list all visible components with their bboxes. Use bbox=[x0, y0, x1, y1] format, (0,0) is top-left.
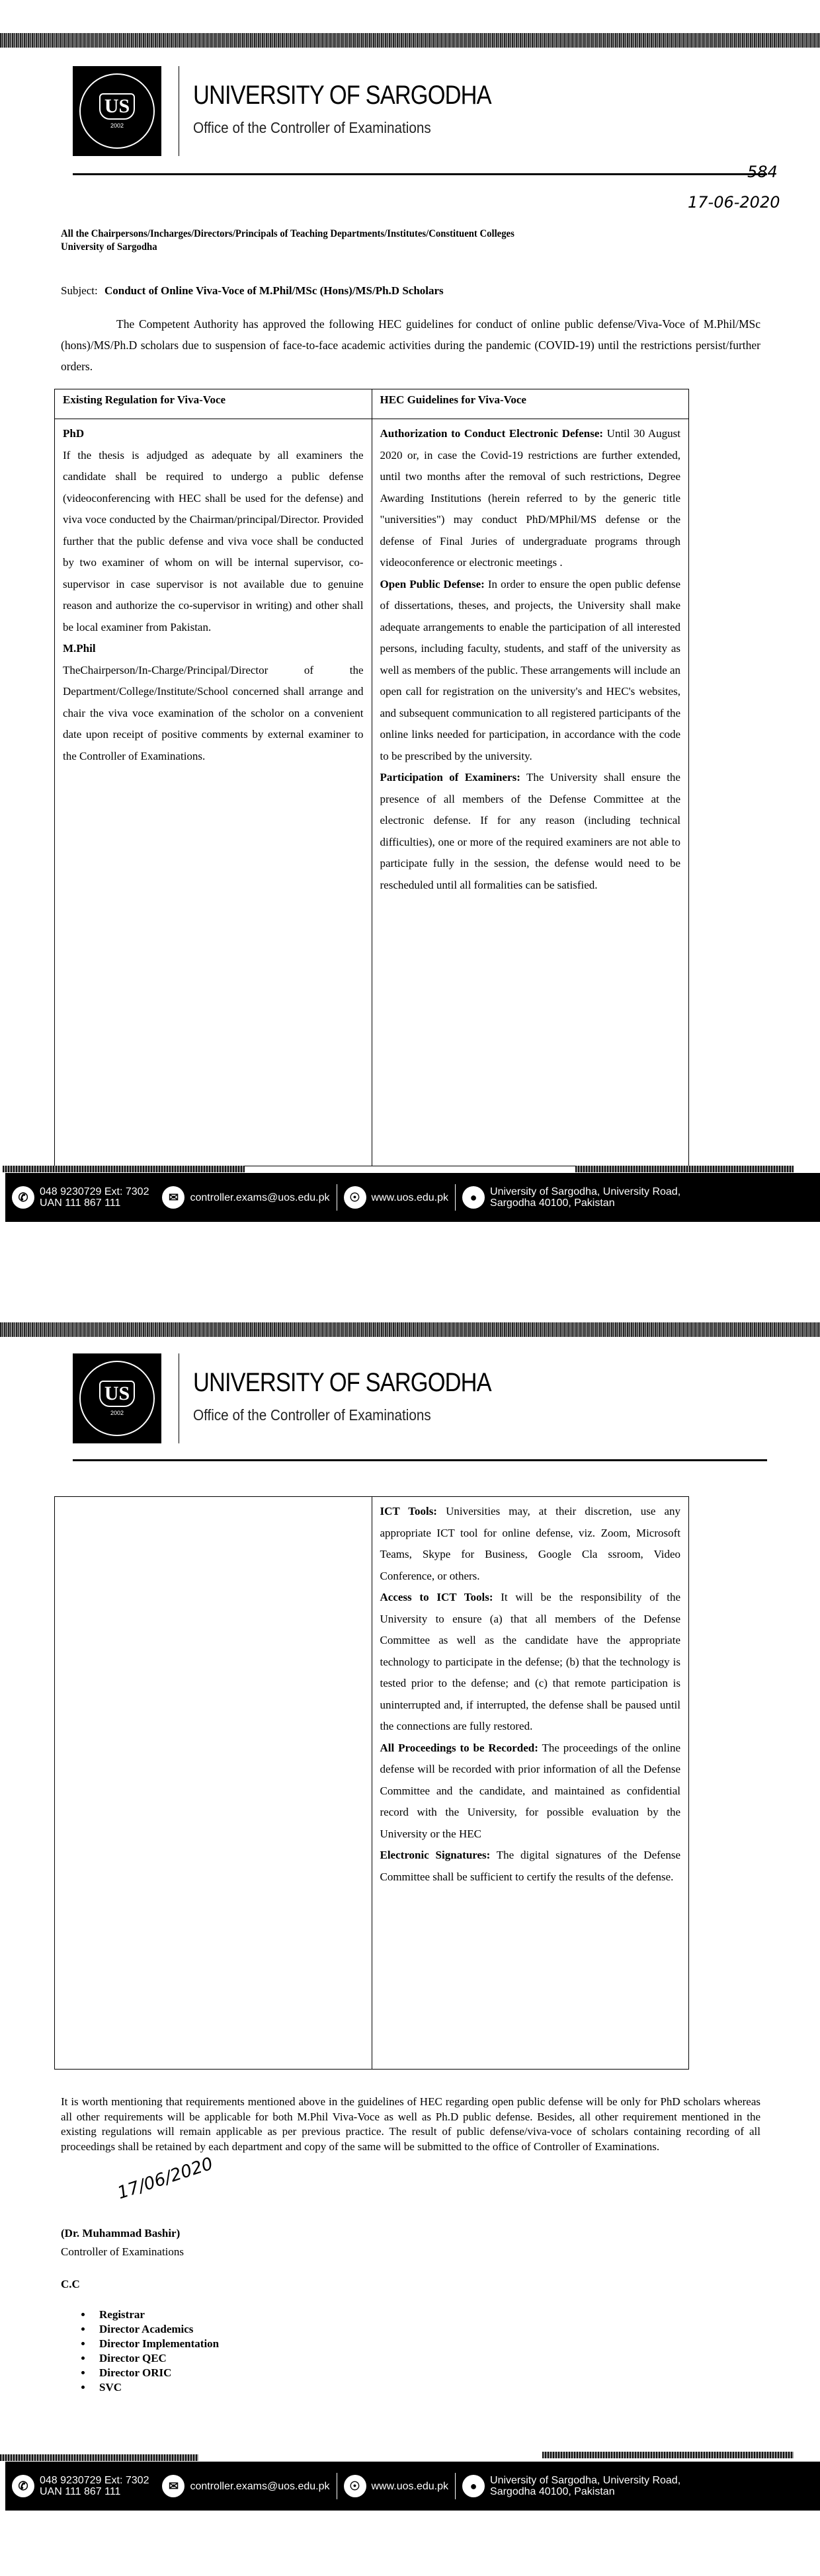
letterhead-band bbox=[0, 1322, 820, 1337]
guideline-text: The proceedings of the online defense will be recorded with prior information of all the Defense Committee and the candidate, and maintained as confidential record with the University, for possible evaluation by the University or the HEC bbox=[380, 1741, 680, 1840]
location-pin-icon: ● bbox=[462, 1186, 485, 1209]
regulations-table-continued bbox=[54, 1496, 689, 2070]
existing-regulation-cell bbox=[55, 419, 372, 1166]
guideline-ict-tools bbox=[380, 1501, 681, 1587]
guideline-title: All Proceedings to be Recorded: bbox=[380, 1741, 538, 1754]
office-name: Office of the Controller of Examinations bbox=[193, 1406, 431, 1424]
envelope-icon: ✉ bbox=[162, 2475, 184, 2497]
guideline-participation-of-examiners bbox=[380, 767, 681, 896]
office-name: Office of the Controller of Examinations bbox=[193, 119, 431, 136]
phd-title: PhD bbox=[63, 427, 85, 440]
logo-seal bbox=[79, 73, 155, 149]
cc-item: • Director Implementation bbox=[93, 2337, 219, 2351]
guideline-open-public-defense bbox=[380, 574, 681, 768]
table-row bbox=[55, 1497, 689, 2070]
uan-number: UAN 111 867 111 bbox=[40, 2486, 121, 2497]
globe-icon: ☉ bbox=[344, 1186, 366, 1209]
website-link[interactable]: www.uos.edu.pk bbox=[371, 1191, 449, 1203]
intro-paragraph: The Competent Authority has approved the following HEC guidelines for conduct of online public defense/Viva-Voce of M.Phil/MSc (hons)/MS/Ph.D scholars due to suspension of face-to-face academic activities during the pandemic (COVID-19) until the restrictions persist/further orders. bbox=[61, 317, 760, 373]
cc-label: C.C bbox=[61, 2278, 80, 2290]
page-1 bbox=[0, 0, 820, 1236]
cc-item: • Director ORIC bbox=[93, 2366, 219, 2380]
footer-address bbox=[456, 2475, 687, 2497]
logo-seal bbox=[79, 1361, 155, 1436]
logo-monogram: US bbox=[99, 93, 135, 120]
logo-year: 2002 bbox=[110, 1410, 124, 1416]
cc-item: • Director Academics bbox=[93, 2322, 219, 2337]
footer-website bbox=[337, 2475, 456, 2497]
globe-icon: ☉ bbox=[344, 2475, 366, 2497]
address-line-2: Sargodha 40100, Pakistan bbox=[490, 1197, 615, 1209]
logo-year: 2002 bbox=[110, 122, 124, 129]
footer-email bbox=[155, 1186, 336, 1209]
university-logo bbox=[73, 66, 161, 156]
letter-date: 17-06-2020 bbox=[688, 193, 780, 212]
guideline-authorization bbox=[380, 423, 681, 574]
footer-strip-left bbox=[0, 2454, 198, 2461]
signatory-name: (Dr. Muhammad Bashir) bbox=[61, 2227, 181, 2239]
phd-text: If the thesis is adjudged as adequate by all examiners the candidate shall be required to undergo a public defense (videoconferencing with HEC shall be used for the defense) and viva voce conducted by the Chairman/principal/Director. Provided further that the public defense and viva voce shall be conducted by two examiner of whom on will be internal supervisor, co-supervisor in case supervisor is not available due to genuine reason and authorize the co-supervisor in writing) and other shall be local examiner from Pakistan. bbox=[63, 448, 364, 633]
subject-text: Conduct of Online Viva-Voce of M.Phil/MSc (Hons)/MS/Ph.D Scholars bbox=[104, 284, 444, 297]
addressee-line-2: University of Sargodha bbox=[61, 241, 157, 253]
address-line-2: Sargodha 40100, Pakistan bbox=[490, 2486, 615, 2497]
guideline-title: Electronic Signatures: bbox=[380, 1849, 491, 1861]
hec-guidelines-cell bbox=[372, 1497, 689, 2070]
uan-number: UAN 111 867 111 bbox=[40, 1197, 121, 1209]
guideline-text: Universities may, at their discretion, use any appropriate ICT tool for online defense, viz. Zoom, Microsoft Teams, Skype for Business, Google Cla ssroom, Video Conference, or others. bbox=[380, 1505, 681, 1582]
guideline-text: Until 30 August 2020 or, in case the Covid-19 restrictions are further extended, until two months after the removal of such restrictions, Degree Awarding Institutions (herein referred to by the generic title "universities") may conduct PhD/MPhil/MS defense or the defense of Final Juries of undergraduate programs through videoconference or electronic meetings . bbox=[380, 427, 681, 569]
website-link[interactable]: www.uos.edu.pk bbox=[371, 2480, 449, 2492]
envelope-icon: ✉ bbox=[162, 1186, 184, 1209]
header-rule bbox=[73, 173, 767, 175]
subject-line bbox=[61, 284, 444, 298]
subject-label: Subject: bbox=[61, 284, 98, 297]
guideline-access-to-ict-tools bbox=[380, 1587, 681, 1738]
guideline-text: The digital signatures of the Defense Committee shall be sufficient to certify the results of the defense. bbox=[380, 1849, 680, 1883]
university-name: UNIVERSITY OF SARGODHA bbox=[193, 1368, 491, 1397]
reference-number: 584 bbox=[747, 163, 778, 181]
address-line-1: University of Sargodha, University Road, bbox=[490, 1186, 681, 1197]
header-existing-regulation: Existing Regulation for Viva-Voce bbox=[55, 389, 372, 419]
guideline-title: Authorization to Conduct Electronic Defense: bbox=[380, 427, 604, 440]
phone-icon: ✆ bbox=[12, 2475, 34, 2497]
cc-item: • Registrar bbox=[93, 2308, 219, 2322]
cc-list bbox=[66, 2308, 219, 2395]
guideline-text: In order to ensure the open public defense of dissertations, theses, and projects, the University shall make adequate arrangements to enable the participation of all interested persons, including faculty, students, and staff of the university as well as members of the public. These arrangements will include an open call for registration on the university's and HEC's websites, and subsequent communication to all registered participants of the online links needed for participation, in accordance with the code to be prescribed by the university. bbox=[380, 577, 680, 762]
page-footer bbox=[5, 2462, 820, 2511]
phone-icon: ✆ bbox=[12, 1186, 34, 1209]
logo-monogram: US bbox=[99, 1381, 135, 1407]
header-hec-guidelines: HEC Guidelines for Viva-Voce bbox=[372, 389, 689, 419]
phone-number: 048 9230729 Ext: 7302 bbox=[40, 2475, 149, 2486]
email-link[interactable]: controller.exams@uos.edu.pk bbox=[190, 2480, 330, 2492]
footer-website bbox=[337, 1186, 456, 1209]
existing-regulation-cell-empty bbox=[55, 1497, 372, 2070]
guideline-proceedings-recorded bbox=[380, 1738, 681, 1845]
phone-number: 048 9230729 Ext: 7302 bbox=[40, 1186, 149, 1197]
mphil-text: TheChairperson/In-Charge/Principal/Director of the Department/College/Institute/School concerned shall arrange and chair the viva voce examination of the scholor on a convenient date upon receipt of positive comments by external examiner to the Controller of Examinations. bbox=[63, 663, 364, 762]
hec-guidelines-cell bbox=[372, 419, 689, 1166]
addressee-line-1: All the Chairpersons/Incharges/Directors/Principals of Teaching Departments/Institutes/Constituent Colleges bbox=[61, 228, 514, 239]
guideline-title: Participation of Examiners: bbox=[380, 771, 520, 784]
addressee bbox=[61, 227, 514, 254]
guideline-electronic-signatures bbox=[380, 1845, 681, 1888]
guideline-title: Open Public Defense: bbox=[380, 577, 485, 590]
cc-item: • SVC bbox=[93, 2380, 219, 2395]
location-pin-icon: ● bbox=[462, 2475, 485, 2497]
page-2 bbox=[0, 1289, 820, 2576]
footer-email bbox=[155, 2475, 336, 2497]
university-logo bbox=[73, 1353, 161, 1443]
guideline-title: ICT Tools: bbox=[380, 1505, 437, 1517]
header-rule bbox=[73, 1459, 767, 1461]
letterhead-band bbox=[0, 33, 820, 48]
address-line-1: University of Sargodha, University Road, bbox=[490, 2475, 681, 2486]
table-row bbox=[55, 419, 689, 1166]
signatory-title: Controller of Examinations bbox=[61, 2245, 184, 2258]
guideline-text: The University shall ensure the presence of all members of the Defense Committee at the electronic defense. If for any reason (including technical difficulties), one or more of the required examiners are not able to participate fully in the session, the defense would need to be rescheduled until all formalities can be satisfied. bbox=[380, 771, 680, 891]
guideline-title: Access to ICT Tools: bbox=[380, 1591, 493, 1603]
closing-paragraph: It is worth mentioning that requirements mentioned above in the guidelines of HEC regarding open public defense will be only for PhD scholars whereas all other requirements will be applicable for both M.Phil Viva-Voce as well as Ph.D public defense. Besides, all other requirement mentioned in the existing regulations will remain applicable as per previous practice. The result of public defense/viva-voce of scholars containing recording of all proceedings shall be retained by each department and copy of the same will be submitted to the office of Controller of Examinations. bbox=[61, 2095, 760, 2153]
footer-strip-left bbox=[3, 1166, 245, 1172]
footer-strip-right bbox=[575, 1166, 794, 1172]
university-name: UNIVERSITY OF SARGODHA bbox=[193, 81, 491, 110]
email-link[interactable]: controller.exams@uos.edu.pk bbox=[190, 1191, 330, 1203]
footer-strip-right bbox=[542, 2452, 794, 2458]
handwritten-signature: 17/06/2020 bbox=[115, 2153, 216, 2204]
footer-phone bbox=[5, 2475, 155, 2497]
page-footer bbox=[5, 1173, 820, 1222]
mphil-title: M.Phil bbox=[63, 642, 96, 655]
table-header-row bbox=[55, 389, 689, 419]
regulations-table bbox=[54, 389, 689, 1166]
guideline-text: It will be the responsibility of the University to ensure (a) that all members of the Defense Committee as well as the candidate have the appropriate technology to participate in the defense; (b) that the technology is tested prior to the defense; and (c) that remote participation is uninterrupted and, if interrupted, the defense shall be paused until the connections are fully restored. bbox=[380, 1591, 680, 1732]
cc-item: • Director QEC bbox=[93, 2351, 219, 2366]
footer-address bbox=[456, 1186, 687, 1209]
footer-phone bbox=[5, 1186, 155, 1209]
